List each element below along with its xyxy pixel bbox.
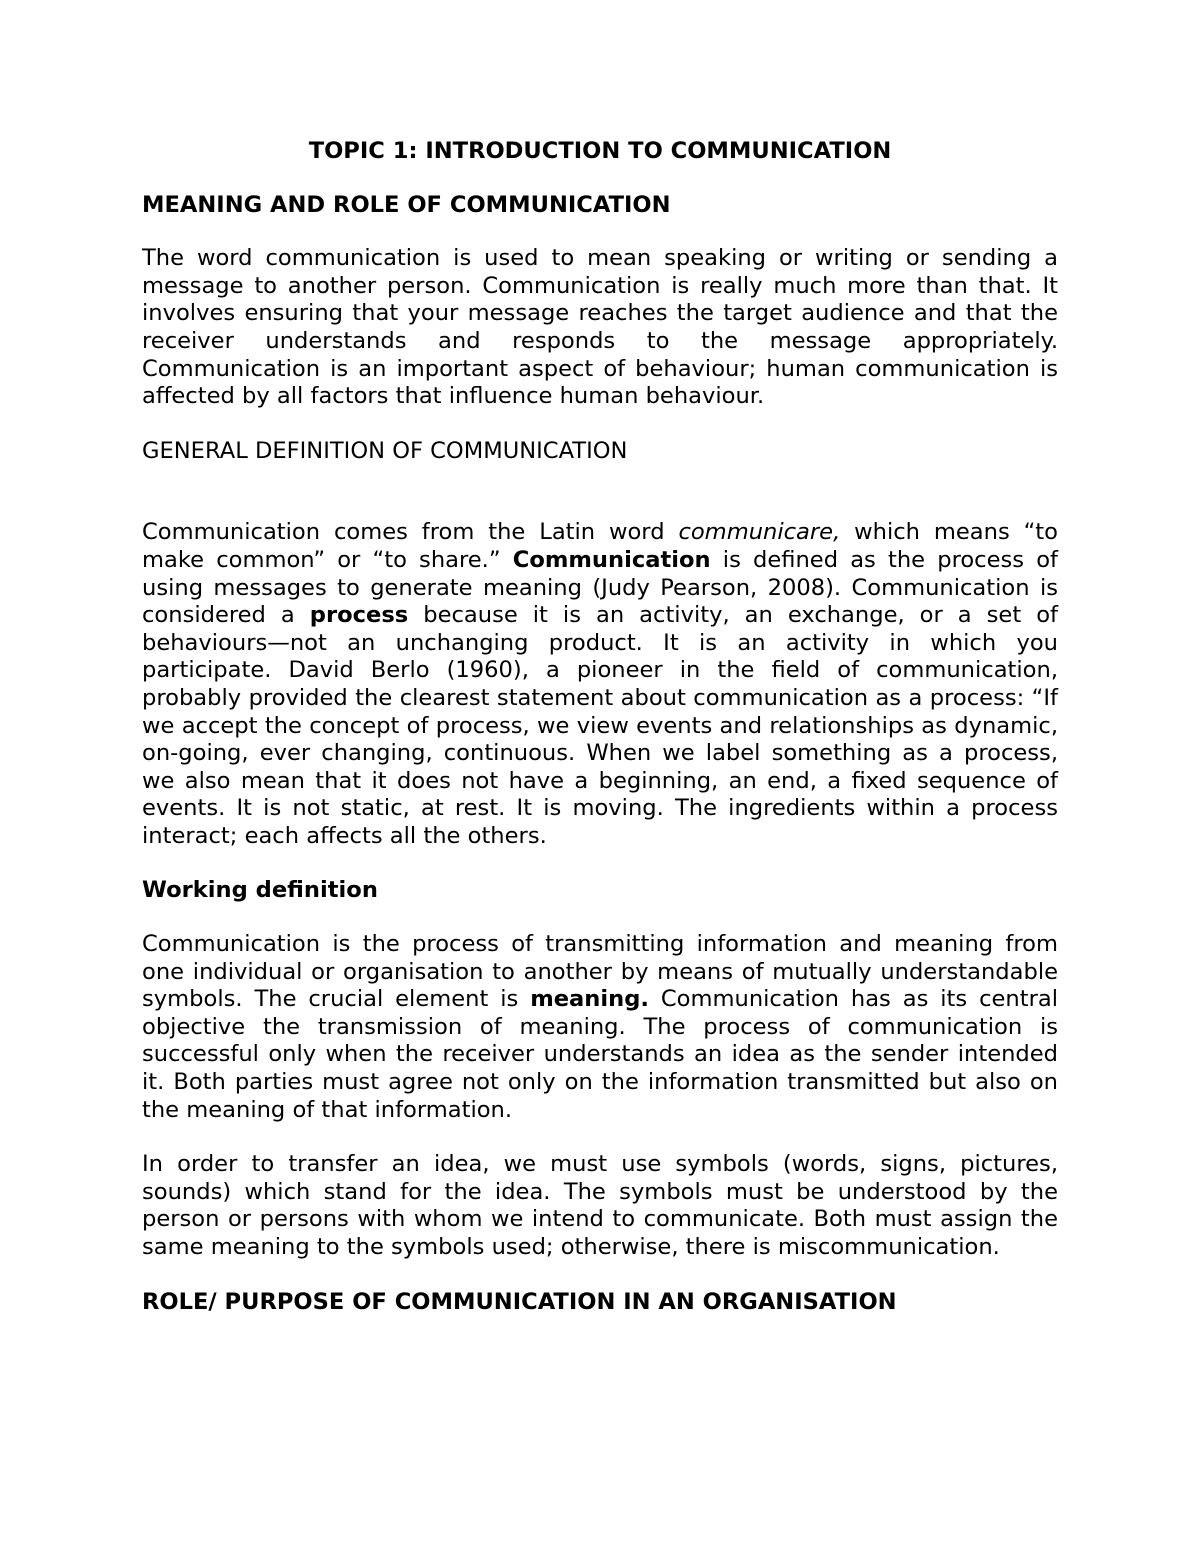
paragraph-working-definition bbox=[142, 931, 1058, 1124]
paragraph-meaning: The word communication is used to mean speaking or writing or sending a message to another person. Communication is really much more than that. It involves ensuring that your message reaches the target audience and that the receiver understands and responds to the message appropriately. Communication is an important aspect of behaviour; human communication is affected by all factors that influence human behaviour. bbox=[142, 245, 1058, 410]
section-heading-general-definition: GENERAL DEFINITION OF COMMUNICATION bbox=[142, 437, 628, 464]
document-title: TOPIC 1: INTRODUCTION TO COMMUNICATION bbox=[308, 138, 892, 164]
latin-word: communicare, bbox=[678, 519, 841, 546]
text-run: Communication has as its central objective the transmission of meaning. The process of communication is successful only when the receiver understands an idea as the sender intended it. Both parties must agree not only on the information transmitted but also on the meaning of that information. bbox=[142, 986, 1058, 1123]
text-run: which means “to make common” or “to share.” bbox=[142, 519, 1058, 573]
bold-term-process: process bbox=[309, 602, 409, 629]
text-run: Communication is the process of transmitting information and meaning from one individual or organisation to another by means of mutually understandable symbols. The crucial element is bbox=[142, 931, 1058, 1013]
text-run: because it is an activity, an exchange, or a set of behaviours—not an unchanging product. It is an activity in which you participate. David Berlo (1960), a pioneer in the field of communication, probably provided the clearest statement about communication as a process: “If we accept the concept of process, we view events and relationships as dynamic, on-going, ever changing, continuous. When we label something as a process, we also mean that it does not have a beginning, an end, a fixed sequence of events. It is not static, at rest. It is moving. The ingredients within a process interact; each affects all the others. bbox=[142, 602, 1058, 849]
bold-term-communication: Communication bbox=[512, 546, 711, 573]
paragraph-symbols: In order to transfer an idea, we must use symbols (words, signs, pictures, sounds) which stand for the idea. The symbols must be understood by the person or persons with whom we intend to communicate. Both must assign the same meaning to the symbols used; otherwise, there is miscommunication. bbox=[142, 1151, 1058, 1260]
document-page bbox=[142, 138, 1058, 1342]
section-heading-role-purpose: ROLE/ PURPOSE OF COMMUNICATION IN AN ORGANISATION bbox=[142, 1288, 897, 1315]
text-run: Communication comes from the Latin word bbox=[142, 519, 679, 546]
paragraph-general-definition bbox=[142, 519, 1058, 850]
text-run: is defined as the process of using messages to generate meaning (Judy Pearson, 2008). Communication is considered a bbox=[142, 546, 1058, 629]
bold-term-meaning: meaning. bbox=[530, 986, 649, 1013]
section-heading-meaning-and-role: MEANING AND ROLE OF COMMUNICATION bbox=[142, 191, 671, 218]
section-heading-working-definition: Working definition bbox=[142, 877, 378, 904]
